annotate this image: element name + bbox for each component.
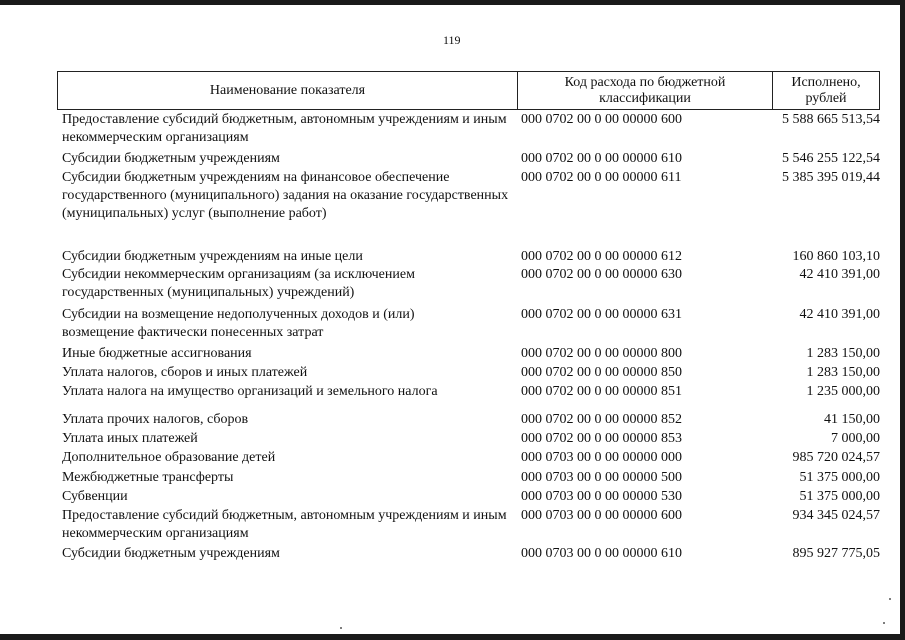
row-value: 51 375 000,00 (799, 489, 880, 504)
row-name: Субсидии бюджетным учреждениям на иные цели (62, 249, 363, 264)
row-name: Уплата прочих налогов, сборов (62, 412, 249, 427)
row-code: 000 0703 00 0 00 00000 530 (521, 489, 682, 504)
row-name: Субсидии на возмещение недополученных доходов и (или) возмещение фактически понесенных затрат (62, 307, 415, 340)
scan-speck (340, 627, 342, 629)
row-value: 985 720 024,57 (792, 450, 880, 465)
header-name: Наименование показателя (58, 72, 518, 109)
page-number: 119 (443, 33, 461, 47)
row-value: 51 375 000,00 (799, 470, 880, 485)
header-code: Код расхода по бюджетной классификации (518, 72, 773, 109)
row-name: Уплата налога на имущество организаций и земельного налога (62, 384, 438, 399)
row-value: 1 283 150,00 (806, 346, 880, 361)
row-code: 000 0702 00 0 00 00000 852 (521, 412, 682, 427)
row-value: 41 150,00 (824, 412, 880, 427)
table-header (57, 71, 880, 110)
row-name: Субвенции (62, 489, 128, 504)
row-value: 934 345 024,57 (792, 508, 880, 523)
row-value: 160 860 103,10 (792, 249, 880, 264)
row-code: 000 0702 00 0 00 00000 610 (521, 151, 682, 166)
scan-bottom-border (0, 634, 905, 640)
scan-speck (889, 598, 891, 600)
row-value: 5 385 395 019,44 (782, 170, 880, 185)
row-code: 000 0702 00 0 00 00000 853 (521, 431, 682, 446)
row-code: 000 0703 00 0 00 00000 600 (521, 508, 682, 523)
row-value: 42 410 391,00 (799, 307, 880, 322)
row-code: 000 0702 00 0 00 00000 850 (521, 365, 682, 380)
row-value: 5 546 255 122,54 (782, 151, 880, 166)
row-code: 000 0703 00 0 00 00000 500 (521, 470, 682, 485)
row-value: 1 283 150,00 (806, 365, 880, 380)
row-code: 000 0702 00 0 00 00000 600 (521, 112, 682, 127)
row-code: 000 0702 00 0 00 00000 851 (521, 384, 682, 399)
row-code: 000 0703 00 0 00 00000 610 (521, 546, 682, 561)
row-code: 000 0702 00 0 00 00000 611 (521, 170, 682, 185)
scan-right-border (900, 0, 905, 640)
scan-speck (883, 622, 885, 624)
row-name: Иные бюджетные ассигнования (62, 346, 252, 361)
header-executed: Исполнено, рублей (791, 74, 861, 106)
row-name: Субсидии некоммерческим организациям (за исключением государственных (муниципальных) учреждений) (62, 267, 415, 300)
scan-top-border (0, 0, 905, 5)
row-name: Субсидии бюджетным учреждениям (62, 546, 280, 561)
row-code: 000 0702 00 0 00 00000 800 (521, 346, 682, 361)
row-name: Предоставление субсидий бюджетным, автономным учреждениям и иным некоммерческим организациям (62, 112, 507, 145)
row-code: 000 0703 00 0 00 00000 000 (521, 450, 682, 465)
row-value: 5 588 665 513,54 (782, 112, 880, 127)
row-code: 000 0702 00 0 00 00000 612 (521, 249, 682, 264)
row-value: 895 927 775,05 (792, 546, 880, 561)
row-value: 7 000,00 (831, 431, 880, 446)
row-name: Предоставление субсидий бюджетным, автономным учреждениям и иным некоммерческим организациям (62, 508, 507, 541)
row-name: Субсидии бюджетным учреждениям на финансовое обеспечение государственного (муниципального) задания на оказание государственных (муниципальных) услуг (выполнение работ) (62, 170, 509, 221)
row-value: 42 410 391,00 (799, 267, 880, 282)
row-code: 000 0702 00 0 00 00000 630 (521, 267, 682, 282)
row-name: Субсидии бюджетным учреждениям (62, 151, 280, 166)
row-name: Дополнительное образование детей (62, 450, 276, 465)
row-value: 1 235 000,00 (806, 384, 880, 399)
row-name: Межбюджетные трансферты (62, 470, 234, 485)
row-name: Уплата иных платежей (62, 431, 198, 446)
row-name: Уплата налогов, сборов и иных платежей (62, 365, 308, 380)
row-code: 000 0702 00 0 00 00000 631 (521, 307, 682, 322)
